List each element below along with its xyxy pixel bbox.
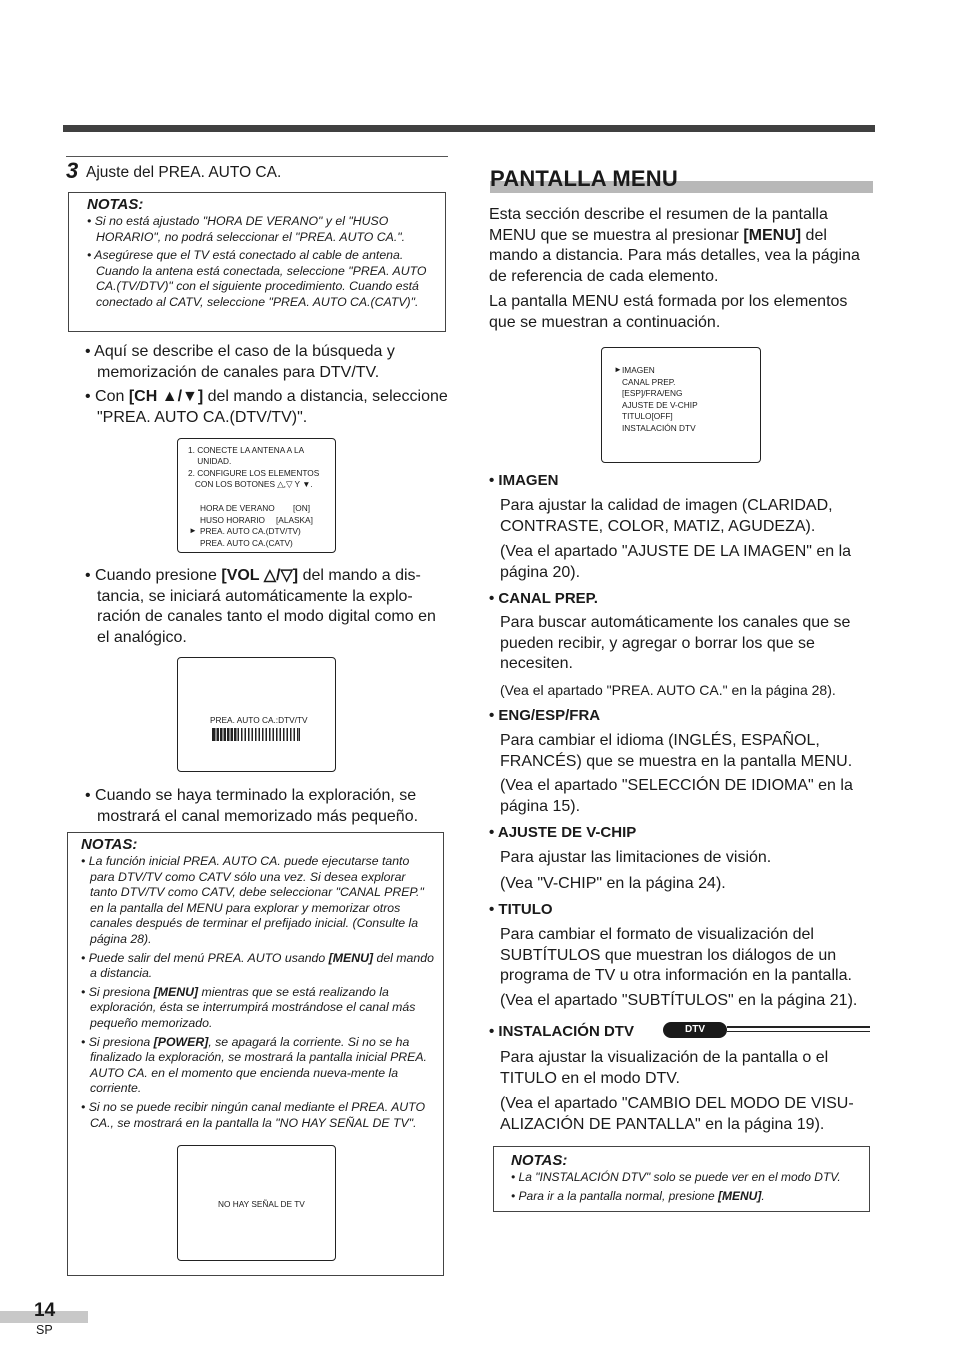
- no-signal-text: NO HAY SEÑAL DE TV: [218, 1199, 305, 1209]
- page-number: 14: [34, 1300, 56, 1321]
- scan-progress-fill: [213, 728, 239, 741]
- menu-item: CANAL PREP.: [622, 377, 676, 387]
- screen-line: UNIDAD.: [188, 456, 232, 466]
- menu-item: [ESP]/FRA/ENG: [622, 388, 683, 398]
- item-head-idioma: • ENG/ESP/FRA: [489, 707, 600, 724]
- item-ref-dtv: (Vea el apartado "CAMBIO DEL MODO DE VISU-ALIZACIÓN DE PANTALLA" en la página 19).: [500, 1095, 854, 1133]
- note-item: • Asegúrese que el TV está conectado al cable de antena. Cuando la antena está conectada, seleccione "PREA. AUTO CA.(TV/DTV)" con el siguiente procedimiento. Cuando está conectado al CATV, seleccione "PREA. AUTO CA.(CATV)".: [87, 248, 437, 310]
- item-text-titulo: Para cambiar el formato de visualización del SUBTÍTULOS que muestran los diálogos de un programa de TV u otra información en la pantalla.: [500, 926, 852, 984]
- text: del mando a dis-tancia, se iniciará automáticamente la explo-ración de canales tanto el modo digital como en el analógico.: [97, 567, 436, 646]
- note-item: [511, 1189, 863, 1205]
- no-signal-screen: [177, 1145, 336, 1261]
- item-text-canal: Para buscar automáticamente los canales que se pueden recibir, y agregar o borrar los que se necesiten.: [500, 614, 851, 672]
- text: Esta sección describe el resumen de la pantalla MENU que se muestra al presionar: [489, 206, 828, 244]
- menu-screen: [601, 347, 761, 463]
- text: Cuando presione: [95, 567, 222, 584]
- language-code: SP: [36, 1323, 53, 1337]
- text: Puede salir del menú PREA. AUTO usando: [88, 950, 329, 965]
- item-head-titulo: • TITULO: [489, 901, 553, 918]
- notes-top: [68, 192, 446, 332]
- screen-line: HUSO HORARIO: [200, 515, 265, 525]
- item-ref-canal: (Vea el apartado "PREA. AUTO CA." en la página 28).: [500, 682, 836, 698]
- menu-item: IMAGEN: [622, 365, 655, 375]
- intro-paragraph-2: La pantalla MENU está formada por los elementos que se muestran a continuación.: [489, 293, 848, 331]
- step-text: Ajuste del PREA. AUTO CA.: [86, 164, 282, 181]
- section-title: PANTALLA MENU: [490, 166, 678, 191]
- menu-item: TITULO[OFF]: [622, 411, 673, 421]
- item-head-imagen: • IMAGEN: [489, 472, 558, 489]
- notes-title: NOTAS:: [81, 836, 138, 853]
- key-menu: [MENU]: [718, 1188, 762, 1203]
- item-text-idioma: Para cambiar el idioma (INGLÉS, ESPAÑOL, FRANCÉS) que se muestra en la pantalla MENU.: [500, 732, 853, 770]
- text: del mando a distancia, seleccione "PREA. AUTO CA.(DTV/TV)".: [97, 388, 448, 426]
- key-ch: [CH ▲/▼]: [128, 388, 204, 405]
- key-menu: [MENU]: [328, 950, 374, 965]
- notes-title: NOTAS:: [511, 1152, 568, 1169]
- note-item: [81, 1035, 435, 1097]
- scan-progress-bar: [212, 728, 300, 741]
- screen-line: PREA. AUTO CA.(CATV): [200, 538, 293, 548]
- cursor-arrow-icon: ►: [189, 526, 197, 535]
- text: Con: [95, 388, 129, 405]
- screen-line: 2. CONFIGURE LOS ELEMENTOS: [188, 468, 320, 478]
- screen-line: HORA DE VERANO: [200, 503, 275, 513]
- dtv-rule: [727, 1026, 870, 1028]
- item-ref-imagen: (Vea el apartado "AJUSTE DE LA IMAGEN" en la página 20).: [500, 543, 852, 581]
- item-text-vchip: Para ajustar las limitaciones de visión.: [500, 849, 772, 866]
- step-number: 3: [66, 158, 79, 183]
- intro-paragraph: [489, 205, 875, 287]
- item-text-imagen: Para ajustar la calidad de imagen (CLARIDAD, CONTRASTE, COLOR, MATIZ, AGUDEZA).: [500, 497, 833, 535]
- item-head-dtv: • INSTALACIÓN DTV: [489, 1023, 634, 1040]
- scan-label: PREA. AUTO CA.:DTV/TV: [210, 715, 308, 725]
- left-column-rule: [66, 156, 448, 157]
- text: del mando a distancia.: [90, 950, 434, 981]
- item-head-canal: • CANAL PREP.: [489, 590, 598, 607]
- setup-screen: [177, 438, 336, 553]
- item-text-dtv: Para ajustar la visualización de la pantalla o el TITULO en el modo DTV.: [500, 1049, 829, 1087]
- bullet-dtv-search: • Aquí se describe el caso de la búsqueda y memorización de canales para DTV/TV.: [85, 342, 447, 383]
- dtv-rule: [727, 1031, 870, 1032]
- note-item: • La "INSTALACIÓN DTV" solo se puede ver en el modo DTV.: [511, 1170, 863, 1186]
- bullet-select-channel: [85, 387, 449, 428]
- text: mientras que se está realizando la exploración, ésta se interrumpirá mostrándose el canal más pequeño memorizado.: [90, 984, 416, 1030]
- menu-item: AJUSTE DE V-CHIP: [622, 400, 698, 410]
- note-item: • La función inicial PREA. AUTO CA. puede ejecutarse tanto para DTV/TV como CATV sólo una vez. Si desea explorar tanto DTV/TV como CATV, debe seleccionar "CANAL PREP." en la pantalla del MENU para explorar y memorizar otros canales después de terminar el prefijado inicial. (Consulte la página 28).: [81, 854, 435, 948]
- item-ref-titulo: (Vea el apartado "SUBTÍTULOS" en la página 21).: [500, 992, 858, 1009]
- text: , se apagará la corriente. Si no se ha finalizado la exploración, se mostrará la pantalla inicial PREA. AUTO CA. en el momento que encienda nueva-mente la corriente.: [90, 1034, 427, 1096]
- item-ref-vchip: (Vea "V-CHIP" en la página 24).: [500, 875, 726, 892]
- scan-screen: [177, 657, 336, 772]
- screen-line: CON LOS BOTONES △,▽ Y ▼.: [188, 479, 313, 489]
- top-rule: [63, 125, 875, 132]
- key-menu: [MENU]: [153, 984, 199, 999]
- bullet-scan-done: • Cuando se haya terminado la exploración, se mostrará el canal memorizado más pequeño.: [85, 786, 447, 827]
- note-item: [81, 985, 435, 1032]
- item-head-vchip: • AJUSTE DE V-CHIP: [489, 824, 636, 841]
- text: Si presiona: [88, 984, 154, 999]
- key-power: [POWER]: [153, 1034, 209, 1049]
- screen-value: [ON]: [293, 503, 311, 513]
- notes-title: NOTAS:: [87, 196, 144, 213]
- dtv-badge: DTV: [663, 1022, 727, 1038]
- screen-line: 1. CONECTE LA ANTENA A LA: [188, 445, 305, 455]
- key-menu: [MENU]: [743, 226, 802, 244]
- notes-right: [493, 1146, 870, 1212]
- text: Para ir a la pantalla normal, presione: [518, 1188, 718, 1203]
- note-item: [81, 951, 435, 982]
- menu-item: INSTALACIÓN DTV: [622, 423, 696, 433]
- text: del mando a distancia. Para más detalles, vea la página de referencia de cada elemento.: [489, 226, 860, 285]
- screen-value: [ALASKA]: [276, 515, 313, 525]
- text: .: [761, 1188, 765, 1203]
- text: Si presiona: [88, 1034, 154, 1049]
- bullet-vol-scan: [85, 566, 447, 648]
- key-vol: [VOL △/▽]: [221, 567, 299, 584]
- note-item: • Si no está ajustado "HORA DE VERANO" y el "HUSO HORARIO", no podrá seleccionar el "PREA. AUTO CA.".: [87, 214, 437, 245]
- screen-line: PREA. AUTO CA.(DTV/TV): [200, 526, 301, 536]
- item-ref-idioma: (Vea el apartado "SELECCIÓN DE IDIOMA" en la página 15).: [500, 777, 853, 815]
- note-item: • Si no se puede recibir ningún canal mediante el PREA. AUTO CA., se mostrará en la pantalla la "NO HAY SEÑAL DE TV".: [81, 1100, 435, 1131]
- cursor-arrow-icon: ►: [614, 365, 622, 374]
